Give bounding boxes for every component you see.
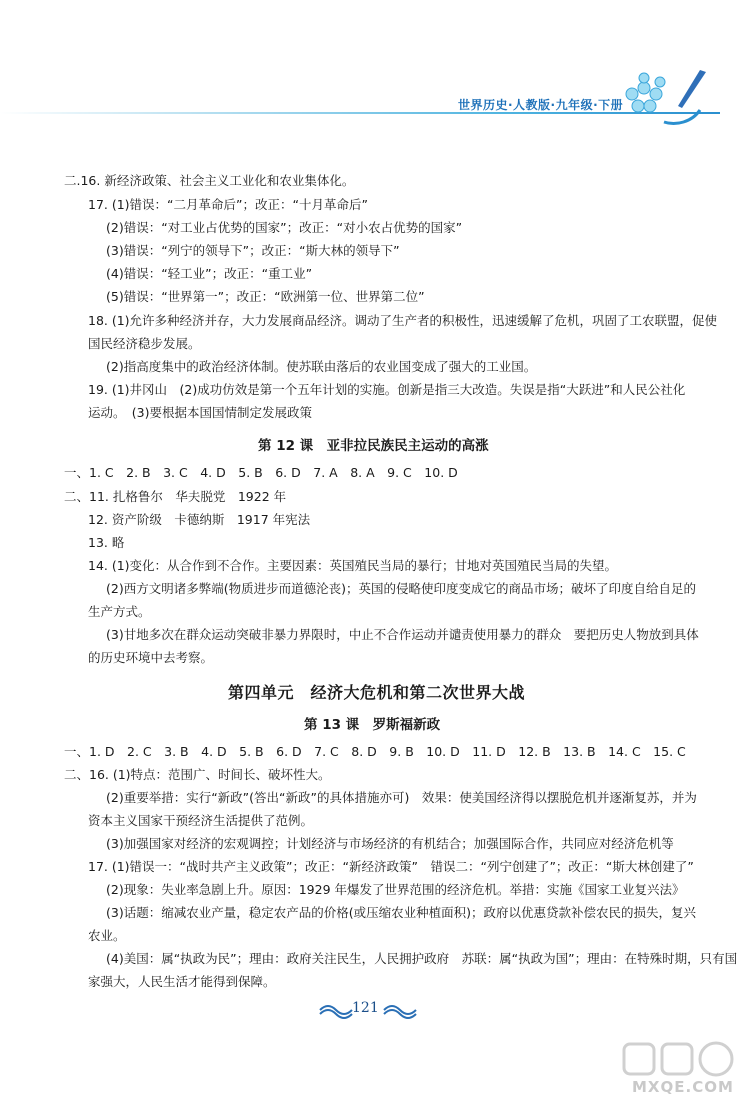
text-line: 运动。 (3)要根据本国国情制定发展政策 <box>88 405 312 420</box>
text-line: 17. (1)错误：“二月革命后”；改正：“十月革命后” <box>88 197 368 212</box>
text-line: 17. (1)错误一：“战时共产主义政策”；改正：“新经济政策” 错误二：“列宁创建了”；改正：“斯大林创建了” <box>88 859 694 874</box>
text-line: 13. 略 <box>88 535 125 550</box>
text-line: 二、16. (1)特点：范围广、时间长、破坏性大。 <box>64 767 331 782</box>
text-line: 家强大，人民生活才能得到保障。 <box>88 974 276 989</box>
text-line: (2)重要举措：实行“新政”(答出“新政”的具体措施亦可) 效果：使美国经济得以摆脱危机并逐渐复苏，并为 <box>106 790 697 805</box>
text-line: (2)西方文明诸多弊端(物质进步而道德沦丧)；英国的侵略使印度变成它的商品市场；破坏了印度自给自足的 <box>106 581 696 596</box>
text-line: 二.16. 新经济政策、社会主义工业化和农业集体化。 <box>64 173 355 188</box>
text-line: 资本主义国家干预经济生活提供了范例。 <box>88 813 314 828</box>
text-line: 国民经济稳步发展。 <box>88 336 201 351</box>
text-line: 一、1. C 2. B 3. C 4. D 5. B 6. D 7. A 8. A 9. C 10. D <box>64 465 458 480</box>
text-line: (3)加强国家对经济的宏观调控；计划经济与市场经济的有机结合；加强国际合作，共同应对经济危机等 <box>106 836 674 851</box>
text-line: 农业。 <box>88 928 126 943</box>
unit-title: 第四单元 经济大危机和第二次世界大战 <box>228 683 526 702</box>
text-line: (2)指高度集中的政治经济体制。使苏联由落后的农业国变成了强大的工业国。 <box>106 359 537 374</box>
text-line: 19. (1)井冈山 (2)成功仿效是第一个五年计划的实施。创新是指三大改造。失误是指“大跃进”和人民公社化 <box>88 382 686 397</box>
lesson-heading: 第 13 课 罗斯福新政 <box>304 717 441 733</box>
running-header: 世界历史·人教版·九年级·下册 <box>458 98 624 112</box>
text-line: (3)话题：缩减农业产量，稳定农产品的价格(或压缩农业种植面积)；政府以优惠贷款补偿农民的损失，复兴 <box>106 905 696 920</box>
text-line: 14. (1)变化：从合作到不合作。主要因素：英国殖民当局的暴行；甘地对英国殖民当局的失望。 <box>88 558 618 573</box>
text-line: (4)美国：属“执政为民”；理由：政府关注民生，人民拥护政府 苏联：属“执政为国”；理由：在特殊时期，只有国 <box>106 951 738 966</box>
text-line: (2)现象：失业率急剧上升。原因：1929 年爆发了世界范围的经济危机。举措：实施《国家工业复兴法》 <box>106 882 685 897</box>
text-line: (4)错误：“轻工业”；改正：“重工业” <box>106 266 313 281</box>
text-line: 12. 资产阶级 卡德纳斯 1917 年宪法 <box>88 512 311 527</box>
page-number: 121 <box>352 1000 379 1016</box>
text-line: 二、11. 扎格鲁尔 华夫脱党 1922 年 <box>64 489 287 504</box>
lesson-heading: 第 12 课 亚非拉民族民主运动的高涨 <box>258 438 489 454</box>
text-line: 生产方式。 <box>88 604 151 619</box>
text-line: (2)错误：“对工业占优势的国家”；改正：“对小农占优势的国家” <box>106 220 463 235</box>
text-line: (3)甘地多次在群众运动突破非暴力界限时，中止不合作运动并谴责使用暴力的群众 要把历史人物放到具体 <box>106 627 699 642</box>
text-line: 的历史环境中去考察。 <box>88 650 214 665</box>
text-line: (3)错误：“列宁的领导下”；改正：“斯大林的领导下” <box>106 243 400 258</box>
text-line: (5)错误：“世界第一”；改正：“欧洲第一位、世界第二位” <box>106 289 425 304</box>
text-line: 18. (1)允许多种经济并存，大力发展商品经济。调动了生产者的积极性，迅速缓解了危机，巩固了工农联盟，促使 <box>88 313 718 328</box>
watermark-text: MXQE.COM <box>632 1078 734 1096</box>
text-line: 一、1. D 2. C 3. B 4. D 5. B 6. D 7. C 8. D 9. B 10. D 11. D 12. B 13. B 14. C 15. C <box>64 744 686 759</box>
